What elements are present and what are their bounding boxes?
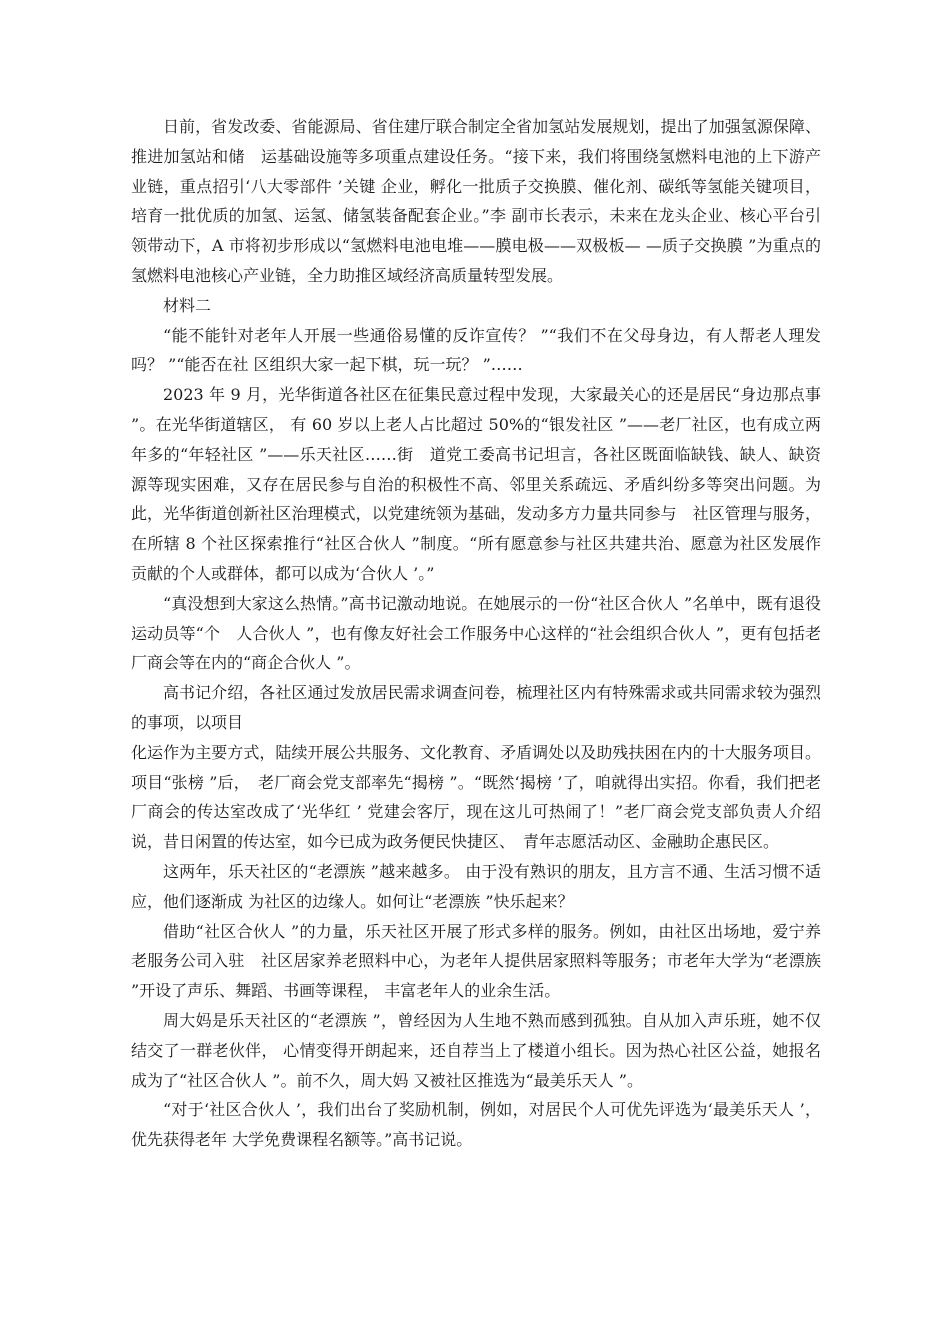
paragraph-reward-mechanism: “对于‘社区合伙人 ’，我们出台了奖励机制，例如，对居民个人可优先评选为‘最美乐天人 ’，优先获得老年 大学免费课程名额等。”高书记说。	[131, 1100, 821, 1150]
paragraph-service-projects: 化运作为主要方式，陆续开展公共服务、文化教育、矛盾调处以及助残扶困在内的十大服务项目。项目“张榜 ”后， 老厂商会党支部率先“揭榜 ”。“既然‘揭榜 ’了，咱就得出实招。你看，我们把老厂商会的传达室改成了‘光华红 ’ 党建会客厅，现在这儿可热闹了！”老厂商会党支部负责人介绍说，昔日闲置的传达室，如今已成为政务便民快捷区、 青年志愿活动区、金融助企惠民区。	[131, 742, 821, 852]
paragraph-partner-services: 借助“社区合伙人 ”的力量，乐天社区开展了形式多样的服务。例如，由社区出场地，爱宁养老服务公司入驻 社区居家养老照料中心，为老年人提供居家照料等服务；市老年大学为“老漂族 ”开设了声乐、舞蹈、书画等课程， 丰富老年人的业余生活。	[131, 921, 821, 1001]
document-body	[131, 112, 821, 1155]
paragraph-guanghua-street: 2023 年 9 月，光华街道各社区在征集民意过程中发现，大家最关心的还是居民“身边那点事 ”。在光华街道辖区， 有 60 岁以上老人占比超过 50%的“银发社区 ”——老厂社区，也有成立两年多的“年轻社区 ”——乐天社区……街 道党工委高书记坦言，各社区既面临缺钱、缺人、缺资源等现实困难，又存在居民参与自治的积极性不高、邻里关系疏远、矛盾纠纷多等突出问题。为此，光华街道创新社区治理模式，以党建统领为基础，发动多方力量共同参与 社区管理与服务，在所辖 8 个社区探索推行“社区合伙人 ”制度。“所有愿意参与社区共建共治、愿意为社区发展作 贡献的个人或群体，都可以成为‘合伙人 ’。”	[131, 385, 821, 583]
paragraph-hydrogen-plan: 日前，省发改委、省能源局、省住建厅联合制定全省加氢站发展规划，提出了加强氢源保障、推进加氢站和储 运基础设施等多项重点建设任务。“接下来，我们将围绕氢燃料电池的上下游产业链，重点招引‘八大零部件 ’关键 企业，孵化一批质子交换膜、催化剂、碳纸等氢能关键项目，培育一批优质的加氢、运氢、储氢装备配套企业。”李 副市长表示，未来在龙头企业、核心平台引领带动下，A 市将初步形成以“氢燃料电池电堆——膜电极——双极板— —质子交换膜 ”为重点的氢燃料电池核心产业链，全力助推区域经济高质量转型发展。	[131, 117, 821, 285]
paragraph-partner-list: “真没想到大家这么热情。”高书记激动地说。在她展示的一份“社区合伙人 ”名单中，既有退役运动员等“个 人合伙人 ”，也有像友好社会工作服务中心这样的“社会组织合伙人 ”，更有包括老厂商会等在内的“商企合伙人 ”。	[131, 593, 821, 673]
paragraph-lao-piao-zu: 这两年，乐天社区的“老漂族 ”越来越多。 由于没有熟识的朋友，且方言不通、生活习惯不适应，他们逐渐成 为社区的边缘人。如何让“老漂族 ”快乐起来？	[131, 861, 821, 911]
paragraph-zhou-dama: 周大妈是乐天社区的“老漂族 ”，曾经因为人生地不熟而感到孤独。自从加入声乐班，她不仅结交了一群老伙伴， 心情变得开朗起来，还自荐当上了楼道小组长。因为热心社区公益，她报名成为了“社区合伙人 ”。前不久，周大妈 又被社区推选为“最美乐天人 ”。	[131, 1010, 821, 1090]
paragraph-survey-intro: 高书记介绍，各社区通过发放居民需求调查问卷，梳理社区内有特殊需求或共同需求较为强烈的事项，以项目	[131, 683, 821, 732]
section-heading-material-two: 材料二	[163, 295, 212, 315]
paragraph-resident-questions: “能不能针对老年人开展一些通俗易懂的反诈宣传？ ”“我们不在父母身边，有人帮老人理发吗？ ”“能否在社 区组织大家一起下棋，玩一玩？ ”……	[131, 325, 821, 375]
